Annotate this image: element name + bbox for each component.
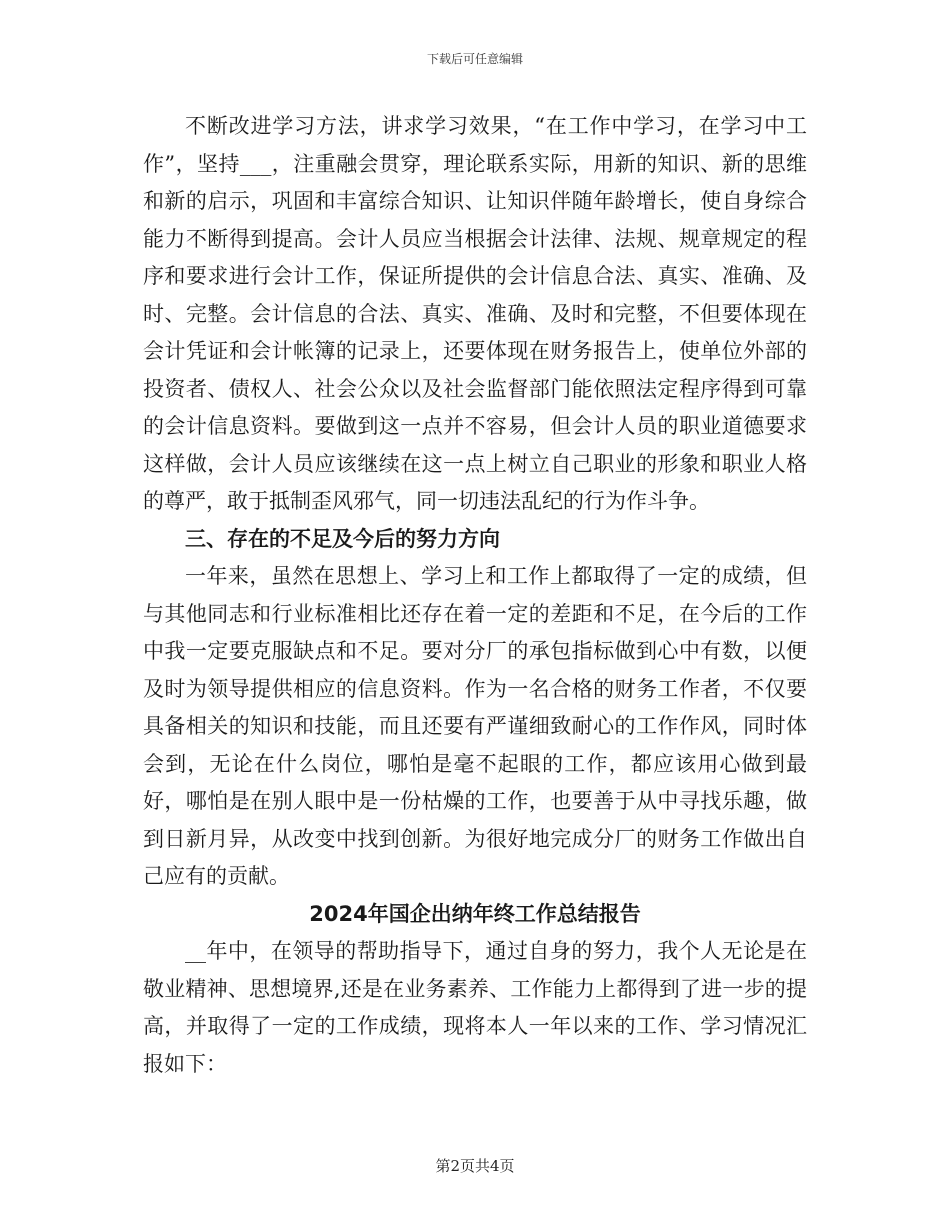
section-heading-shortcomings: 三、存在的不足及今后的努力方向 [185, 526, 500, 551]
paragraph-study-methods: 不断改进学习方法，讲求学习效果，“在工作中学习，在学习中工作”，坚持___，注重融会贯穿，理论联系实际，用新的知识、新的思维和新的启示，巩固和丰富综合知识、让知识伴随年龄增长，使自身综合能力不断得到提高。会计人员应当根据会计法律、法规、规章规定的程序和要求进行会计工作，保证所提供的会计信息合法、真实、准确、及时、完整。会计信息的合法、真实、准确、及时和完整，不但要体现在会计凭证和会计帐簿的记录上，还要体现在财务报告上，使单位外部的投资者、债权人、社会公众以及社会监督部门能依照法定程序得到可靠的会计信息资料。要做到这一点并不容易，但会计人员的职业道德要求这样做，会计人员应该继续在这一点上树立自己职业的形象和职业人格的尊严，敢于抵制歪风邪气，同一切违法乱纪的行为作斗争。 [143, 114, 807, 513]
paragraph-report-intro: __年中，在领导的帮助指导下，通过自身的努力，我个人无论是在敬业精神、思想境界,还是在业务素养、工作能力上都得到了进一步的提高，并取得了一定的工作成绩，现将本人一年以来的工作、学习情况汇报如下： [143, 939, 807, 1076]
header-note: 下载后可任意编辑 [426, 52, 523, 66]
page-number: 第2页共4页 [435, 1157, 515, 1175]
document-body [143, 108, 807, 1083]
report-title: 2024年国企出纳年终工作总结报告 [309, 901, 641, 926]
paragraph-shortcomings: 一年来，虽然在思想上、学习上和工作上都取得了一定的成绩，但与其他同志和行业标准相比还存在着一定的差距和不足，在今后的工作中我一定要克服缺点和不足。要对分厂的承包指标做到心中有数，以便及时为领导提供相应的信息资料。作为一名合格的财务工作者，不仅要具备相关的知识和技能，而且还要有严谨细致耐心的工作作风，同时体会到，无论在什么岗位，哪怕是毫不起眼的工作，都应该用心做到最好，哪怕是在别人眼中是一份枯燥的工作，也要善于从中寻找乐趣，做到日新月异，从改变中找到创新。为很好地完成分厂的财务工作做出自己应有的贡献。 [143, 564, 807, 888]
